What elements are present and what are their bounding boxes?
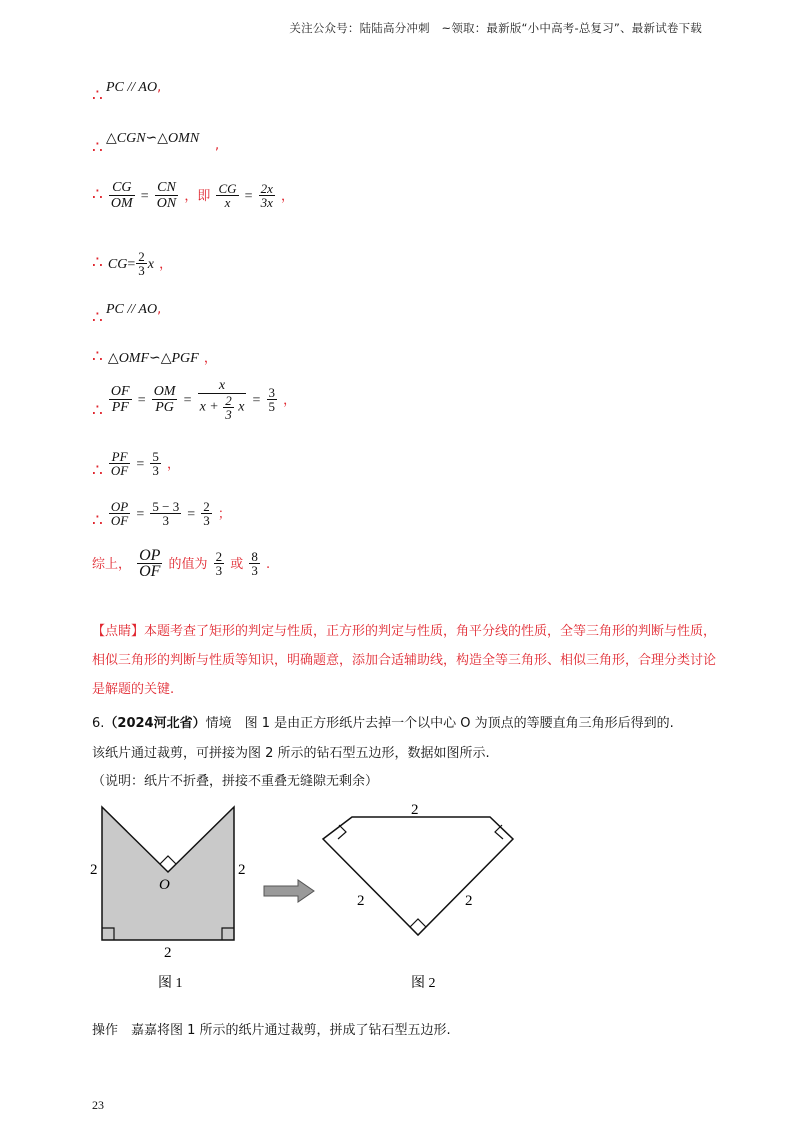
fraction: $\frac{2x}{3x}$ [260, 181, 273, 210]
solution-line-4: ∴ CG= $\frac{2}{3}$ x ， [92, 249, 173, 278]
therefore-symbol: ∴ [92, 308, 103, 328]
fraction: $\frac{OP}{OF}$ [139, 547, 161, 580]
solution-line-5: PC // AO, [106, 302, 162, 317]
solution-line-2: △CGN∽△OMN [106, 131, 200, 146]
solution-line-6: ∴ △OMF∽△PGF ， [92, 347, 217, 367]
figure-1-caption: 图 1 [158, 976, 183, 991]
fraction: $\frac{OM}{PG}$ [153, 384, 176, 415]
fraction: $\frac{CG}{x}$ [218, 181, 237, 210]
fraction: $\frac{5 - 3}{3}$ [152, 499, 180, 528]
figure-1-right-label: 2 [238, 862, 246, 878]
operation-text: 操作 嘉嘉将图 1 所示的纸片通过裁剪，拼成了钻石型五边形. [92, 1023, 451, 1038]
figure-2-left-label: 2 [357, 893, 365, 909]
therefore-symbol: ∴ [92, 86, 103, 106]
solution-line-3: ∴ $\frac{CG}{OM}$ = $\frac{CN}{ON}$ ，即 $\frac{CG}{x}$ = $\frac{2x}{3x}$ ， [92, 180, 294, 211]
figure-1-left-label: 2 [90, 862, 98, 878]
fraction: $\frac{8}{3}$ [251, 549, 258, 578]
arrow-icon [260, 877, 320, 905]
therefore-symbol: ∴ [92, 138, 103, 158]
page-header: 关注公众号：陆陆高分冲刺 ~领取：最新版“小中高考-总复习”、最新试卷下载 [289, 21, 702, 35]
figure-1-shape [102, 807, 234, 940]
fraction: $\frac{CG}{OM}$ [110, 180, 133, 211]
fraction: x x + $\frac{2}{3}$ x [199, 378, 245, 422]
solution-conclusion: 综上， $\frac{OP}{OF}$ 的值为 $\frac{2}{3}$ 或 $\frac{8}{3}$ . [92, 547, 271, 580]
problem-line-2: 该纸片通过裁剪，可拼接为图 2 所示的钻石型五边形，数据如图所示. [92, 746, 490, 761]
figure-1 [80, 795, 260, 995]
figure-2-top-label: 2 [411, 802, 419, 818]
fraction: $\frac{PF}{OF}$ [110, 449, 129, 478]
problem-line-1: 6.（2024河北省）情境 图 1 是由正方形纸片去掉一个以中心 O 为顶点的等腰直角三角形后得到的. [92, 716, 674, 731]
fraction: $\frac{5}{3}$ [152, 449, 159, 478]
fraction: $\frac{OF}{PF}$ [110, 384, 130, 415]
problem-note: （说明：纸片不折叠，拼接不重叠无缝隙无剩余） [92, 774, 379, 789]
solution-line-7: ∴ $\frac{OF}{PF}$ = $\frac{OM}{PG}$ = x x + $\frac{2}{3}$ x = $\frac{3}{5}$ ， [92, 378, 297, 422]
fraction: $\frac{2}{3}$ [203, 499, 210, 528]
right-angle-mark-right [495, 825, 503, 839]
figure-2-caption: 图 2 [411, 976, 436, 991]
right-angle-mark-o [160, 856, 176, 864]
fraction: $\frac{2}{3}$ [138, 249, 145, 278]
right-angle-mark-bottom [410, 919, 426, 927]
page-number: 23 [92, 1098, 104, 1112]
figure-1-center-label: O [159, 877, 170, 893]
fraction: $\frac{3}{5}$ [268, 385, 276, 414]
solution-line-1: PC // AO, [106, 80, 162, 95]
fraction: $\frac{OP}{OF}$ [110, 499, 129, 528]
solution-line-8: ∴ $\frac{PF}{OF}$ = $\frac{5}{3}$ ， [92, 449, 180, 481]
figure-2 [315, 795, 525, 995]
figure-2-shape [323, 817, 513, 935]
fraction: $\frac{CN}{ON}$ [156, 180, 177, 211]
comment-paragraph: 【点睛】本题考查了矩形的判定与性质，正方形的判定与性质，角平分线的性质，全等三角形的判断与性质，相似三角形的判断与性质等知识，明确题意，添加合适辅助线，构造全等三角形、相似三角形，合理分类讨论是解题的关键. [92, 624, 717, 697]
fraction: $\frac{2}{3}$ [215, 549, 223, 578]
figure-2-right-label: 2 [465, 893, 473, 909]
solution-line-9: ∴ $\frac{OP}{OF}$ = $\frac{5 - 3}{3}$ = $\frac{2}{3}$ ； [92, 499, 231, 531]
figure-1-bottom-label: 2 [164, 945, 172, 961]
